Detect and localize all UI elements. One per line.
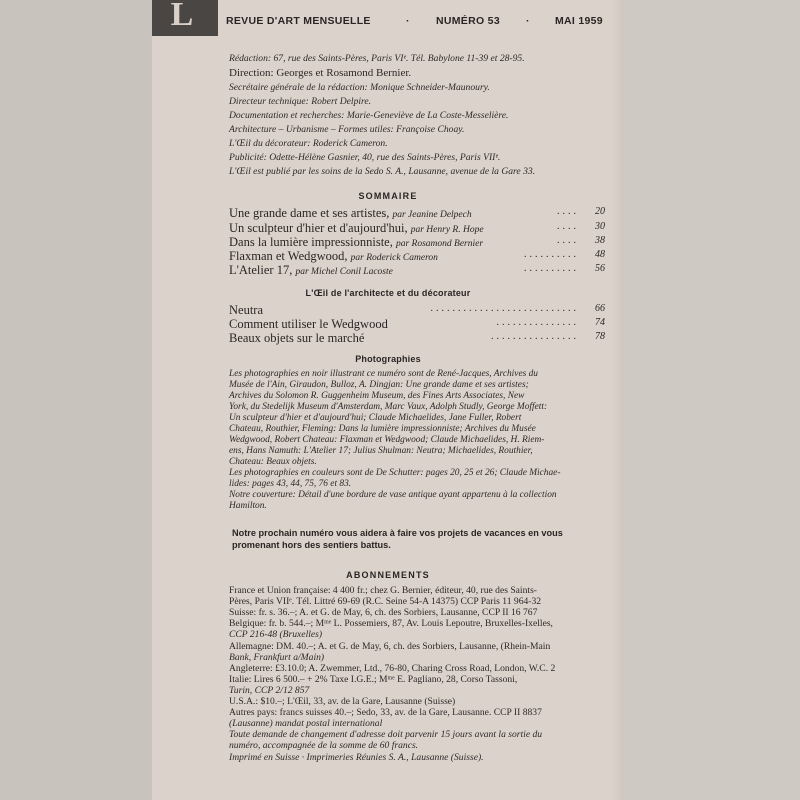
subscription-line: Pères, Paris VIIᵉ. Tél. Littré 69-69 (R.C. Seine 54-A 14375) CCP Paris 11 964-32 (229, 596, 542, 607)
photo-credit-line: Wedgwood, Robert Chateau: Flaxman et Wedgwood; Claude Michaelides, H. Riem- (229, 435, 545, 445)
subscription-line: Turin, CCP 2/12 857 (229, 685, 310, 696)
toc-author: par Rosamond Bernier (395, 239, 484, 249)
photo-credit-line: Chateau: Beaux objets. (229, 457, 317, 467)
abonnements-heading: ABONNEMENTS (346, 570, 430, 580)
logo-letter: L (170, 0, 194, 33)
masthead (226, 15, 620, 29)
toc-title: Beaux objets sur le marché (229, 331, 365, 345)
subscription-line: Belgique: fr. b. 544.–; Mᵐᵉ L. Possemiers, 87, Av. Louis Lepoutre, Bruxelles-Ixelles, (229, 618, 553, 629)
toc-leader: ........................... (430, 303, 579, 314)
toc-author: par Michel Conil Lacoste (295, 267, 393, 277)
credit-line: L'Œil est publié par les soins de la Sedo S. A., Lausanne, avenue de la Gare 33. (229, 166, 536, 177)
toc-page: 20 (595, 206, 605, 217)
credit-line: L'Œil du décorateur: Roderick Cameron. (229, 138, 388, 149)
subscription-line: Imprimé en Suisse · Imprimeries Réunies S. A., Lausanne (Suisse). (229, 752, 484, 763)
toc-item[interactable] (229, 303, 605, 317)
photo-credit-line: Chateau, Routhier, Fleming: Dans la lumière impressionniste; Archives du Musée (229, 424, 536, 434)
toc-author: par Roderick Cameron (350, 253, 438, 263)
toc-leader: ................ (491, 331, 579, 342)
toc-item[interactable] (229, 263, 605, 277)
credit-line: Documentation et recherches: Marie-Geneviève de La Coste-Messelière. (229, 110, 509, 121)
sommaire-heading: SOMMAIRE (358, 191, 418, 201)
toc-title: Un sculpteur d'hier et d'aujourd'hui, (229, 221, 408, 235)
toc-title: Comment utiliser le Wedgwood (229, 317, 388, 331)
toc-leader: .... (557, 206, 579, 217)
toc-leader: .... (557, 221, 579, 232)
next-issue-notice: Notre prochain numéro vous aidera à faire vos projets de vacances en vous (232, 528, 563, 538)
toc-item[interactable] (229, 235, 605, 249)
photo-credit-line: Les photographies en couleurs sont de De Schutter: pages 20, 25 et 26; Claude Michae- (229, 468, 561, 478)
credit-line: Secrétaire générale de la rédaction: Monique Schneider-Maunoury. (229, 82, 490, 93)
subscription-line: (Lausanne) mandat postal international (229, 718, 383, 729)
toc-title: Dans la lumière impressionniste, (229, 235, 393, 249)
subscription-line: France et Union française: 4 400 fr.; chez G. Bernier, éditeur, 40, rue des Saints- (229, 585, 537, 596)
toc-item[interactable] (229, 331, 605, 345)
subscription-line: Toute demande de changement d'adresse doit parvenir 15 jours avant la sortie du (229, 729, 543, 740)
photo-credit-line: York, du Stedelijk Museum d'Amsterdam, Marc Vaux, Adolph Studly, George Moffett: (229, 402, 548, 412)
photo-credit-line: ens, Hans Namuth: L'Atelier 17; Julius Shulman: Neutra; Michaelides, Routhier, (229, 446, 533, 456)
toc-leader: .......... (524, 263, 579, 274)
toc-item[interactable] (229, 206, 605, 220)
photo-credit-line: Musée de l'Ain, Giraudon, Bulloz, A. Dingjan: Une grande dame et ses artistes; (229, 380, 529, 390)
subscription-line: numéro, accompagnée de la somme de 60 francs. (229, 740, 419, 751)
subscription-line: Angleterre: £3.10.0; A. Zwemmer, Ltd., 76-80, Charing Cross Road, London, W.C. 2 (229, 663, 556, 674)
masthead-title: REVUE D'ART MENSUELLE (226, 15, 371, 27)
toc-item[interactable] (229, 221, 605, 235)
toc-title: L'Atelier 17, (229, 263, 293, 277)
next-issue-notice: promenant hors des sentiers battus. (232, 540, 391, 550)
toc-author: par Jeanine Delpech (392, 210, 472, 220)
subscription-line: Autres pays: francs suisses 40.–; Sedo, 33, av. de la Gare, Lausanne. CCP II 8837 (229, 707, 542, 718)
toc-leader: ............... (496, 317, 579, 328)
toc-page: 78 (595, 331, 605, 342)
masthead-separator: · (526, 15, 530, 27)
toc-item[interactable] (229, 249, 605, 263)
toc-leader: .......... (524, 249, 579, 260)
credit-line: Rédaction: 67, rue des Saints-Pères, Paris VIᵉ. Tél. Babylone 11-39 et 28-95. (229, 53, 525, 64)
page-shadow (612, 0, 624, 800)
masthead-date: MAI 1959 (555, 15, 603, 27)
toc-page: 30 (595, 221, 605, 232)
photo-credit-line: Notre couverture: Détail d'une bordure de vase antique ayant appartenu à la collection (229, 490, 557, 500)
toc-title: Une grande dame et ses artistes, (229, 206, 390, 220)
credit-line: Directeur technique: Robert Delpire. (229, 96, 372, 107)
toc-item[interactable] (229, 317, 605, 331)
background-right (620, 0, 800, 800)
magazine-logo (152, 0, 218, 36)
toc-page: 66 (595, 303, 605, 314)
masthead-separator: · (406, 15, 410, 27)
credit-line: Publicité: Odette-Hélène Gasnier, 40, rue des Saints-Pères, Paris VIIᵉ. (229, 152, 501, 163)
toc-title: Flaxman et Wedgwood, (229, 249, 348, 263)
toc-leader: .... (557, 235, 579, 246)
architecte-heading: L'Œil de l'architecte et du décorateur (305, 288, 471, 298)
photo-credit-line: Les photographies en noir illustrant ce numéro sont de René-Jacques, Archives du (229, 369, 538, 379)
masthead-issue: NUMÉRO 53 (436, 15, 500, 27)
photo-credit-line: lides: pages 43, 44, 75, 76 et 83. (229, 479, 352, 489)
toc-title: Neutra (229, 303, 264, 317)
photo-credit-line: Archives du Solomon R. Guggenheim Museum, des Fines Arts Associates, New (229, 391, 525, 401)
photo-credit-line: Un sculpteur d'hier et d'aujourd'hui; Claude Michaelides, Jane Fuller, Robert (229, 413, 522, 423)
toc-page: 74 (595, 317, 605, 328)
subscription-line: Bank, Frankfurt a/Main) (229, 652, 325, 663)
subscription-line: CCP 216-48 (Bruxelles) (229, 629, 323, 640)
subscription-line: Italie: Lires 6 500.– + 2% Taxe I.G.E.; Mᵐᵉ E. Pagliano, 28, Corso Tassoni, (229, 674, 518, 685)
credit-line: Direction: Georges et Rosamond Bernier. (229, 67, 412, 79)
subscription-line: Suisse: fr. s. 36.–; A. et G. de May, 6, ch. des Sorbiers, Lausanne, CCP II 16 767 (229, 607, 538, 618)
toc-page: 38 (595, 235, 605, 246)
photographies-heading: Photographies (355, 354, 421, 364)
toc-page: 56 (595, 263, 605, 274)
credit-line: Architecture – Urbanisme – Formes utiles: Françoise Choay. (229, 124, 465, 135)
subscription-line: Allemagne: DM. 40.–; A. et G. de May, 6, ch. des Sorbiers, Lausanne, (Rhein-Main (229, 641, 551, 652)
photo-credit-line: Hamilton. (229, 501, 267, 511)
toc-author: par Henry R. Hope (410, 225, 484, 235)
subscription-line: U.S.A.: $10.–; L'Œil, 33, av. de la Gare, Lausanne (Suisse) (229, 696, 456, 707)
toc-page: 48 (595, 249, 605, 260)
